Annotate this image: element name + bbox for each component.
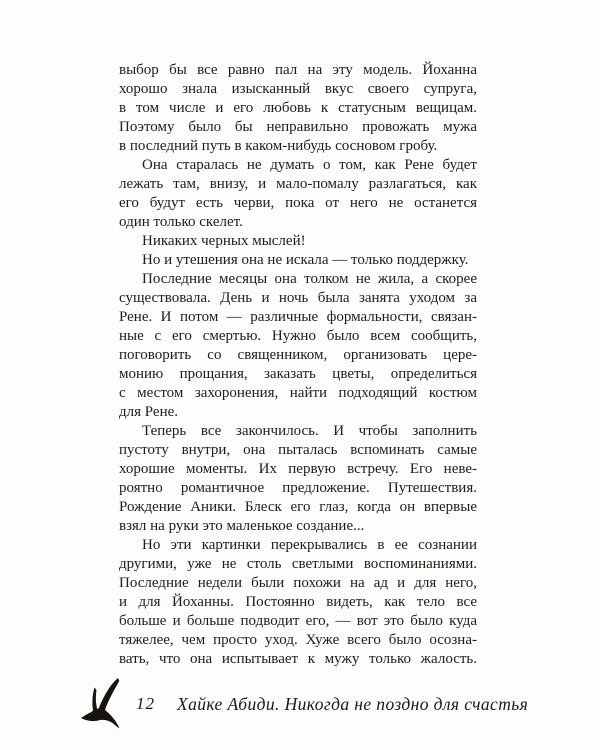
text-line: взял на руки это маленькое создание...	[119, 518, 365, 534]
text-line: пустоту внутри, она пыталась вспоминать самые	[119, 442, 477, 458]
text-line: с местом захоронения, найти подходящий костюм	[119, 385, 477, 401]
text-line: тяжелее, чем просто уход. Хуже всего было осозна-	[119, 632, 477, 648]
text-line: поговорить со священником, организовать цере-	[119, 347, 477, 363]
text-line: Но эти картинки перекрывались в ее сознании	[142, 537, 477, 553]
text-line: больше и больше подводит его, — вот это было куда	[119, 613, 477, 629]
text-line: Рождение Аники. Блеск его глаз, когда он впервые	[119, 499, 477, 515]
text-line: Она старалась не думать о том, как Рене будет	[142, 157, 477, 173]
text-line: его будут есть черви, пока от него не останется	[119, 195, 477, 211]
text-line: один только скелет.	[119, 214, 243, 230]
text-line: хорошие моменты. Их первую встречу. Его неве-	[119, 461, 477, 477]
text-line: Но и утешения она не искала — только поддержку.	[142, 252, 469, 268]
running-title: Хайке Абиди. Никогда не поздно для счастья	[177, 693, 529, 714]
text-line: для Рене.	[119, 404, 179, 420]
text-line: ные с его смертью. Нужно было всем сообщить,	[119, 328, 477, 344]
text-line: роятно романтичное предложение. Путешествия.	[119, 480, 477, 496]
page-number: 12	[136, 694, 155, 713]
text-line: Последние недели были похожи на ад и для него,	[119, 575, 477, 591]
text-line: вать, что она испытывает к мужу только жалость.	[119, 651, 477, 667]
text-line: Теперь все закончилось. И чтобы заполнить	[142, 423, 477, 439]
text-line: Рене. И потом — различные формальности, связан-	[119, 309, 477, 325]
text-line: Последние месяцы она толком не жила, а скорее	[142, 271, 477, 287]
text-line: Никаких черных мыслей!	[142, 233, 306, 249]
text-line: лежать там, внизу, и мало-помалу разлагаться, как	[119, 176, 477, 192]
text-line: в том числе и его любовь к статусным вещицам.	[119, 100, 477, 116]
text-line: монию прощания, заказать цветы, определиться	[119, 366, 477, 382]
text-line: в последний путь в каком-нибудь сосновом гробу.	[119, 138, 438, 154]
text-line: существовала. День и ночь была занята уходом за	[119, 290, 477, 306]
text-line: и для Йоханны. Постоянно видеть, как тело все	[119, 594, 477, 610]
flying-bird-icon	[78, 677, 124, 731]
text-line: другими, уже не столь светлыми воспоминаниями.	[119, 556, 477, 572]
text-line: выбор бы все равно пал на эту модель. Йоханна	[119, 62, 477, 78]
body-text	[119, 61, 477, 669]
text-line: Поэтому было бы неправильно провожать мужа	[119, 119, 477, 135]
text-line: хорошо знала изысканный вкус своего супруга,	[119, 81, 477, 97]
page-footer	[78, 676, 528, 732]
